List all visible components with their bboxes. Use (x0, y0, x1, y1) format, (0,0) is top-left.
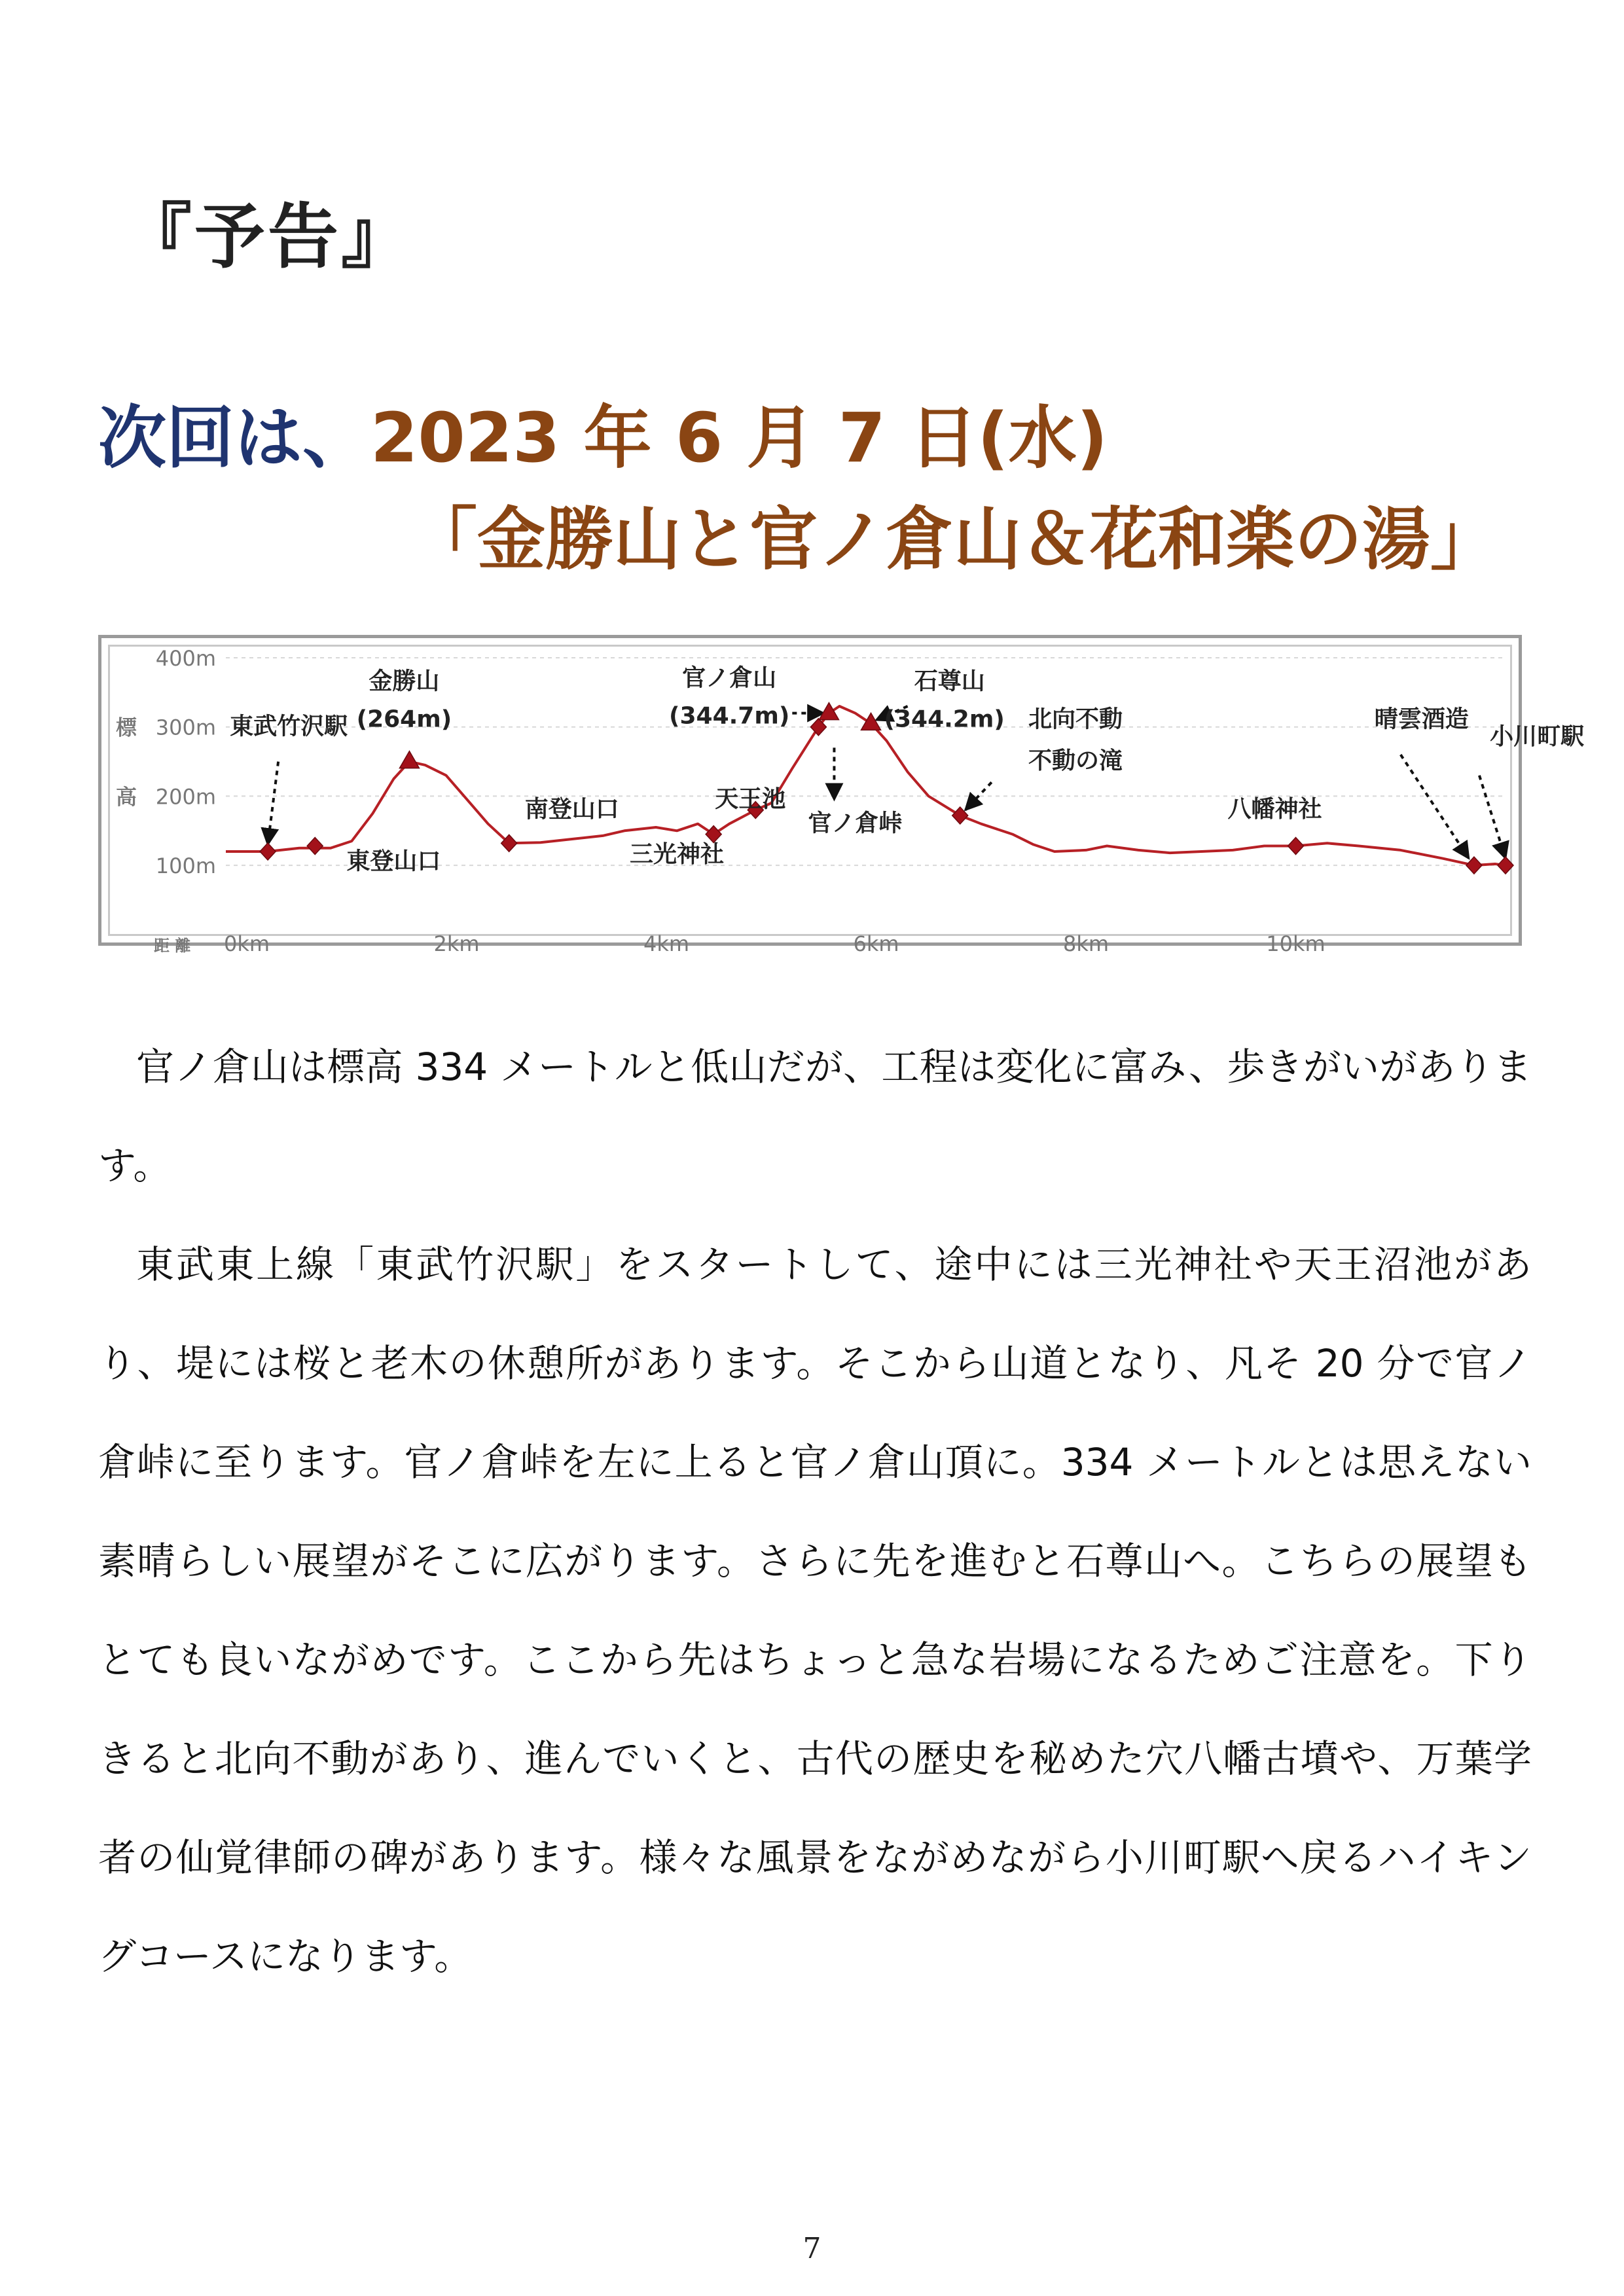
x-tick-label: 10km (1266, 931, 1326, 956)
y-axis-label-char: 標 (116, 715, 137, 740)
waypoint-marker (1498, 857, 1513, 874)
x-tick-label: 4km (643, 931, 690, 956)
waypoint-marker (706, 826, 721, 843)
place-label: 官ノ倉山 (682, 664, 777, 692)
waypoint-marker (307, 838, 323, 855)
place-label: 小川町駅 (1490, 723, 1585, 751)
pointer-line (1479, 776, 1506, 859)
y-tick-label: 100m (155, 853, 216, 879)
place-label: 八幡神社 (1227, 796, 1322, 823)
announcement-title: 「金勝山と官ノ倉山＆花和楽の湯」 (409, 499, 1499, 579)
place-label: 東武竹沢駅 (230, 713, 348, 740)
announcement-lead: 次回は、 (98, 398, 371, 478)
x-tick-label: 8km (1062, 931, 1110, 956)
announcement-date: 2023 年 6 月 7 日(水) (370, 398, 1108, 478)
y-tick-label: 300m (155, 715, 216, 740)
place-label: 天王池 (715, 785, 786, 813)
place-label: 官ノ倉峠 (808, 810, 903, 837)
summit-marker (399, 751, 419, 768)
pointer-line (965, 782, 992, 810)
elevation-chart (98, 635, 1585, 956)
place-label: 不動の滝 (1028, 747, 1123, 775)
page-heading: 『予告』 (121, 196, 415, 278)
body-text (98, 1018, 1532, 2006)
x-tick-label: 6km (853, 931, 899, 956)
pointer-line (268, 762, 278, 845)
place-label: 石尊山 (914, 668, 985, 695)
place-label: 北向不動 (1028, 706, 1123, 733)
waypoint-marker (1288, 838, 1304, 855)
y-axis-label-char: 高 (116, 784, 137, 810)
summit-marker (819, 703, 839, 720)
place-label: 東登山口 (346, 848, 441, 875)
body-paragraph-1: 官ノ倉山は標高 334 メートルと低山だが、工程は変化に富み、歩きがいがあります。 (98, 1045, 1532, 1188)
place-label: 金勝山 (369, 668, 440, 695)
y-tick-label: 200m (155, 784, 216, 810)
page-number: 7 (803, 2232, 821, 2265)
place-label: (344.7m) (669, 702, 790, 730)
waypoint-marker (260, 843, 276, 860)
place-label: 三光神社 (630, 840, 725, 868)
pointer-line (1401, 755, 1469, 859)
x-tick-label: 2km (433, 931, 480, 956)
y-tick-label: 400m (155, 646, 216, 671)
x-axis-label: 距 離 (154, 937, 191, 955)
announcement-date-line (98, 383, 1108, 481)
place-label: (344.2m) (884, 706, 1005, 733)
place-label: (264m) (356, 706, 452, 733)
x-tick-label: 0km (224, 931, 270, 956)
place-label: 南登山口 (524, 796, 619, 823)
elevation-chart-svg (101, 638, 1585, 956)
summit-marker (861, 713, 881, 730)
waypoint-marker (1466, 857, 1482, 874)
place-label: 晴雲酒造 (1374, 706, 1469, 733)
body-paragraph-2: 東武東上線「東武竹沢駅」をスタートして、途中には三光神社や天王沼池があり、堤には桜と老木の休憩所があります。そこから山道となり、凡そ 20 分で官ノ倉峠に至ります。官ノ倉峠を左に上ると官ノ倉山頂に。334 メートルとは思えない素晴らしい展望がそこに広がります。さらに先を進むと石尊山へ。こちらの展望もとても良いながめです。ここから先はちょっと急な岩場になるためご注意を。下りきると北向不動があり、進んでいくと、古代の歴史を秘めた穴八幡古墳や、万葉学者の仙覚律師の碑があります。様々な風景をながめながら小川町駅へ戻るハイキングコースになります。 (98, 1242, 1532, 1979)
